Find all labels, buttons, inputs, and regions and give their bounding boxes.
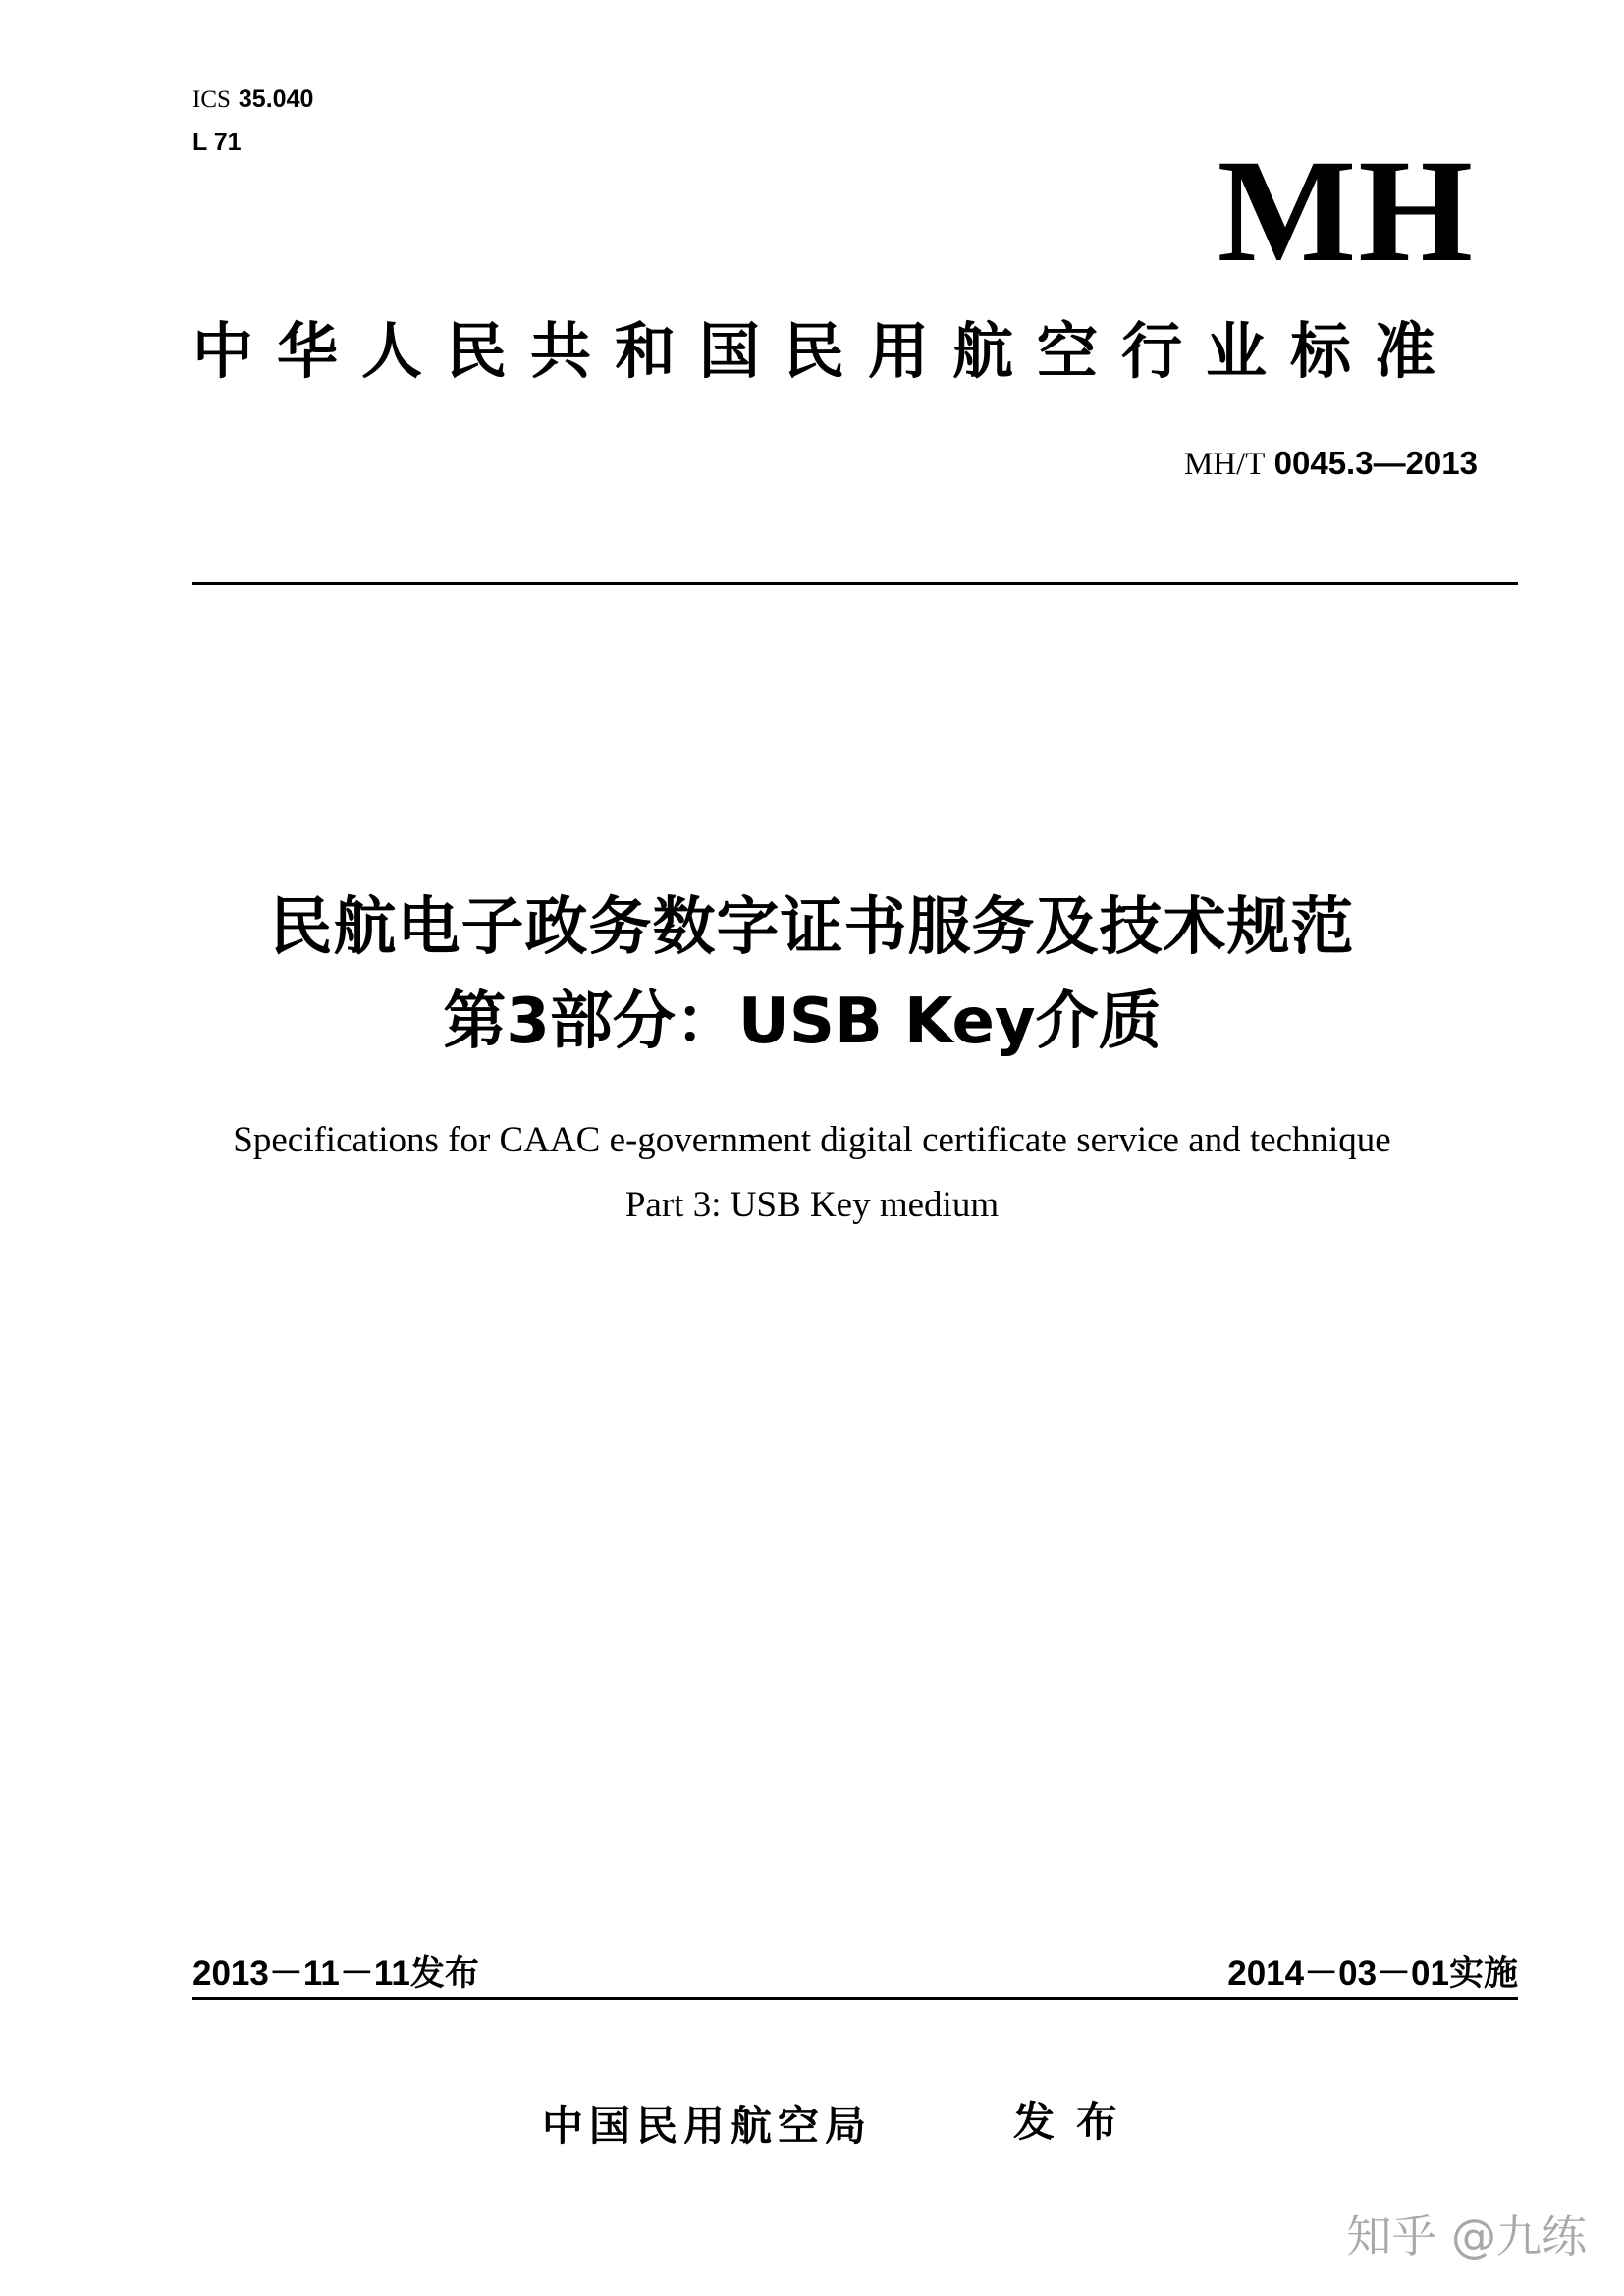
bottom-divider [192,1997,1518,2000]
title-en-line1: Specifications for CAAC e-government digital certificate service and technique [233,1120,1391,1160]
issuer-issue-label: 发布 [1013,2098,1140,2146]
org-title: 中华人民共和国民用航空行业标准 [192,315,1460,387]
standard-code: 0045.3—2013 [1273,445,1478,481]
top-divider [192,582,1518,585]
watermark: 知乎 @九练 [1346,2210,1587,2263]
ics-prefix: ICS [192,86,231,113]
implement-date-value: 2014－03－01 [1227,1954,1449,1993]
title-en-line2: Part 3: USB Key medium [624,1185,1000,1225]
standard-number [1184,444,1478,484]
mh-logo: MH [1217,130,1475,293]
title-cn-line2: 第3部分：USB Key介质 [443,986,1162,1058]
issue-date [192,1951,479,1997]
implement-date-label: 实施 [1448,1954,1518,1994]
title-cn-line1: 民航电子政务数字证书服务及技术规范 [269,891,1355,964]
ics-code: 35.040 [238,85,314,113]
issue-date-label: 发布 [409,1954,479,1994]
issuer-name: 中国民用航空局 [542,2102,873,2150]
classification-code: L 71 [192,129,242,156]
issue-date-value: 2013－11－11 [192,1954,410,1993]
standard-prefix: MH/T [1183,447,1266,482]
implement-date [1227,1951,1518,1997]
ics-number [192,84,313,115]
